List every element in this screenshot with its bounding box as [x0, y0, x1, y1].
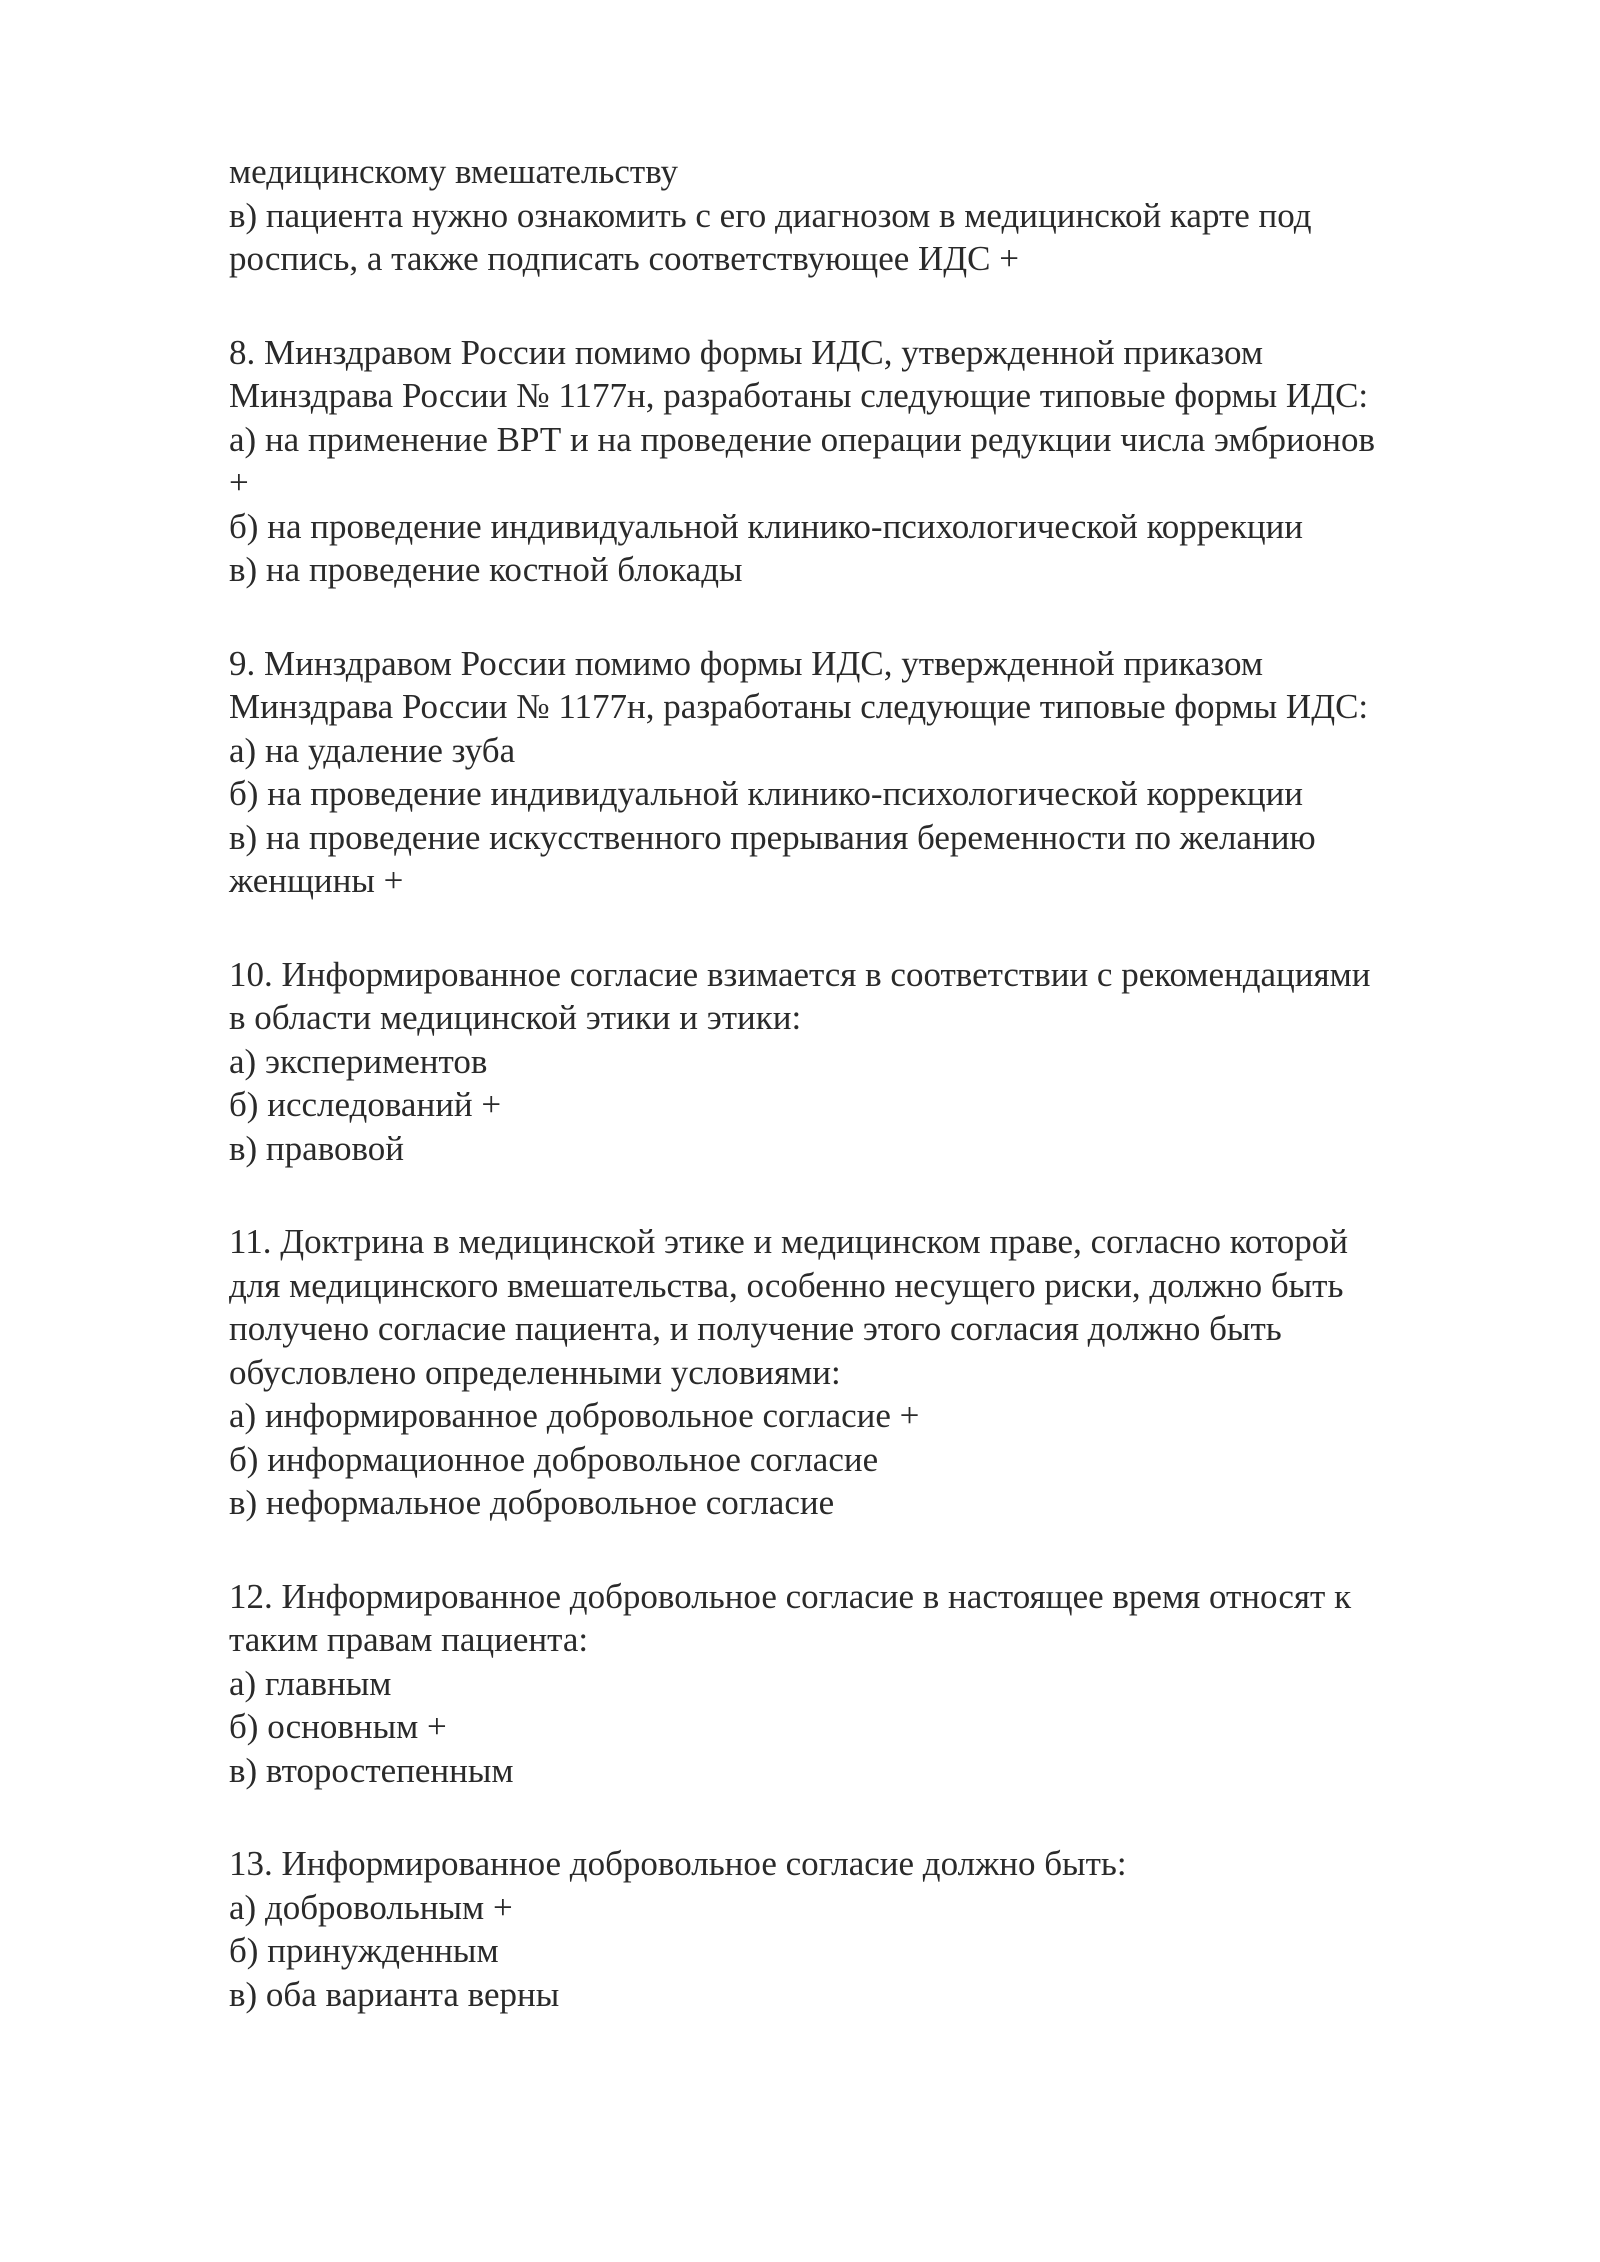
document-text	[229, 150, 1479, 2066]
question-11	[229, 1220, 1479, 1525]
question-8	[229, 331, 1479, 592]
question-text: 10. Информированное согласие взимается в соответствии с рекомендациями	[229, 954, 1371, 994]
answer-option: б) исследований +	[229, 1085, 502, 1124]
question-9	[229, 642, 1479, 903]
answer-option: б) на проведение индивидуальной клинико-психологической коррекции	[229, 774, 1304, 813]
answer-option: а) на применение ВРТ и на проведение операции редукции числа эмбрионов	[229, 419, 1376, 459]
text-line: медицинскому вмешательству	[229, 152, 679, 191]
question-text: Минздрава России № 1177н, разработаны следующие типовые формы ИДС:	[229, 376, 1369, 415]
answer-option: роспись, а также подписать соответствующее ИДС +	[229, 239, 1020, 278]
answer-option: в) неформальное добровольное согласие	[229, 1483, 835, 1522]
question-text: получено согласие пациента, и получение этого согласия должно быть	[229, 1309, 1282, 1348]
question-text: 13. Информированное добровольное согласие должно быть:	[229, 1844, 1127, 1883]
answer-option: в) на проведение костной блокады	[229, 550, 743, 589]
question-text: 12. Информированное добровольное согласие в настоящее время относят к	[229, 1576, 1352, 1616]
answer-option: в) пациента нужно ознакомить с его диагнозом в медицинской карте под	[229, 195, 1312, 235]
answer-option: +	[229, 463, 249, 502]
answer-option: в) оба варианта верны	[229, 1974, 560, 2014]
answer-option: б) информационное добровольное согласие	[229, 1439, 879, 1479]
question-text: для медицинского вмешательства, особенно несущего риски, должно быть	[229, 1265, 1344, 1305]
answer-option: б) основным +	[229, 1707, 447, 1746]
question-text: обусловлено определенными условиями:	[229, 1352, 841, 1392]
question-text: в области медицинской этики и этики:	[229, 998, 802, 1037]
answer-option: б) на проведение индивидуальной клинико-психологической коррекции	[229, 506, 1304, 546]
question-text: 8. Минздравом России помимо формы ИДС, утвержденной приказом	[229, 332, 1263, 372]
answer-option: а) на удаление зуба	[229, 730, 516, 770]
question-7-continuation	[229, 150, 1479, 281]
question-text: Минздрава России № 1177н, разработаны следующие типовые формы ИДС:	[229, 687, 1369, 726]
answer-option: б) принужденным	[229, 1931, 499, 1970]
question-13	[229, 1842, 1479, 2016]
question-text: 11. Доктрина в медицинской этике и медицинском праве, согласно которой	[229, 1222, 1349, 1261]
answer-option: а) информированное добровольное согласие +	[229, 1396, 920, 1435]
answer-option: а) главным	[229, 1663, 392, 1703]
question-10	[229, 953, 1479, 1171]
answer-option: женщины +	[229, 861, 404, 900]
answer-option: в) второстепенным	[229, 1750, 514, 1790]
question-12	[229, 1575, 1479, 1793]
answer-option: в) правовой	[229, 1128, 404, 1168]
answer-option: в) на проведение искусственного прерывания беременности по желанию	[229, 817, 1316, 857]
answer-option: а) добровольным +	[229, 1887, 513, 1927]
question-text: 9. Минздравом России помимо формы ИДС, утвержденной приказом	[229, 643, 1263, 683]
question-text: таким правам пациента:	[229, 1620, 589, 1659]
answer-option: а) экспериментов	[229, 1041, 488, 1081]
